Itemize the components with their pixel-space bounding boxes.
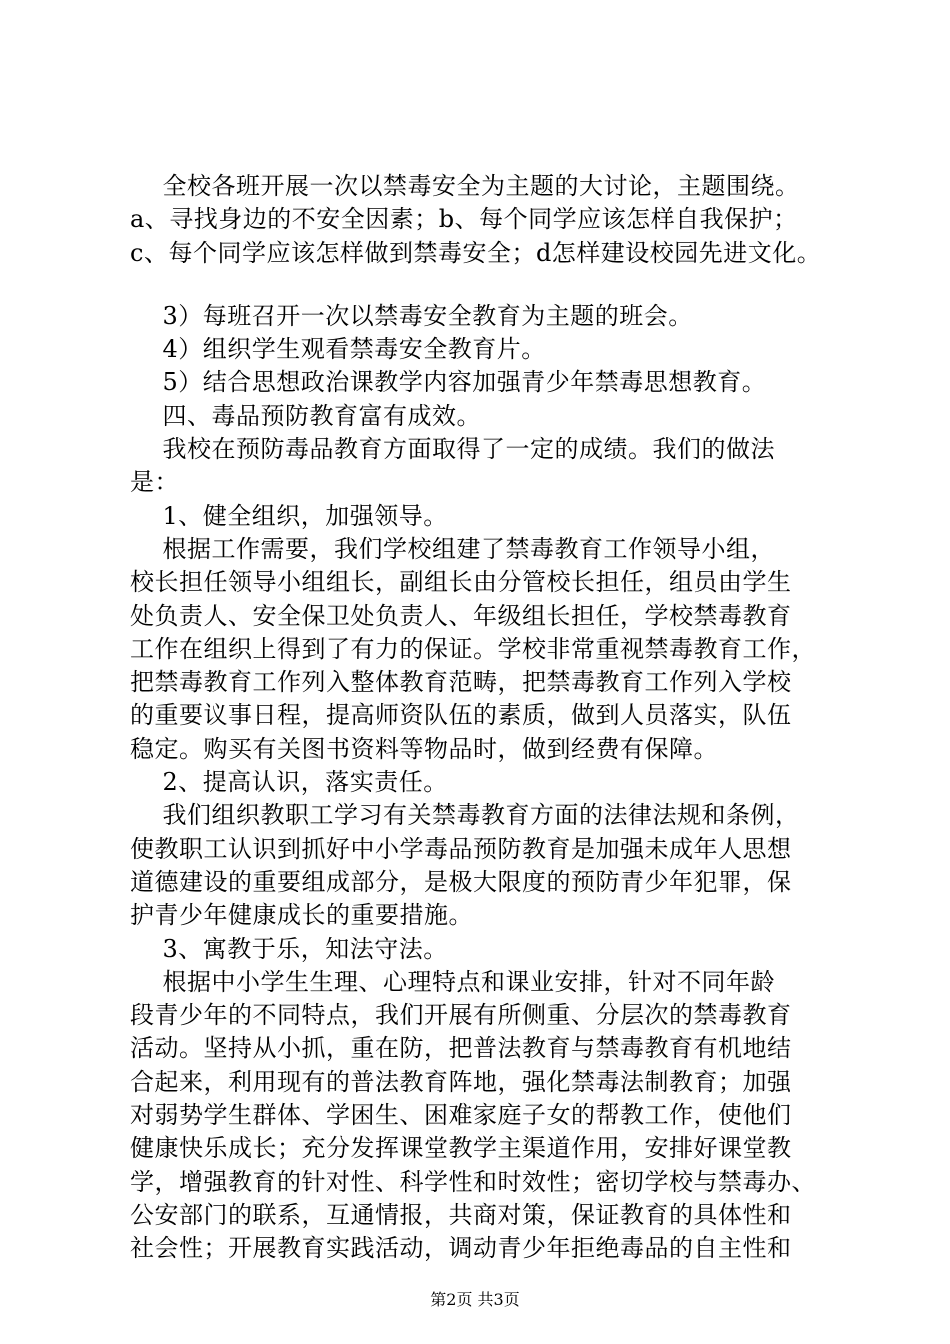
subsection-heading: 1、健全组织，加强领导。 [130, 501, 448, 530]
text-line: 我们组织教职工学习有关禁毒教育方面的法律法规和条例， [130, 801, 800, 830]
text-line: 全校各班开展一次以禁毒安全为主题的大讨论，主题围绕。 [130, 172, 800, 200]
text-line: 的重要议事日程，提高师资队伍的素质，做到人员落实，队伍 [130, 701, 792, 730]
document-body [130, 170, 830, 1266]
text-line: 根据工作需要，我们学校组建了禁毒教育工作领导小组， [130, 534, 776, 563]
text-line: 学，增强教育的针对性、科学性和时效性；密切学校与禁毒办、 [130, 1167, 816, 1196]
text-line: 3）每班召开一次以禁毒安全教育为主题的班会。 [130, 301, 693, 330]
text-line: 4）组织学生观看禁毒安全教育片。 [130, 335, 546, 364]
text-line: 使教职工认识到抓好中小学毒品预防教育是加强未成年人思想 [130, 834, 792, 863]
subsection-heading: 3、寓教于乐，知法守法。 [130, 934, 448, 963]
text-line: 稳定。购买有关图书资料等物品时，做到经费有保障。 [130, 734, 718, 763]
text-line: 道德建设的重要组成部分，是极大限度的预防青少年犯罪，保 [130, 867, 792, 896]
text-line: 处负责人、安全保卫处负责人、年级组长担任，学校禁毒教育 [130, 601, 792, 630]
text-line: 是： [130, 468, 179, 497]
text-line: 工作在组织上得到了有力的保证。学校非常重视禁毒教育工作， [130, 634, 816, 663]
text-line: 护青少年健康成长的重要措施。 [130, 901, 473, 930]
text-line: c、每个同学应该怎样做到禁毒安全；d怎样建设校园先进文化。 [130, 238, 822, 267]
text-line: 段青少年的不同特点，我们开展有所侧重、分层次的禁毒教育 [130, 1001, 792, 1030]
text-line: 活动。坚持从小抓，重在防，把普法教育与禁毒教育有机地结 [130, 1034, 792, 1063]
text-line: 合起来，利用现有的普法教育阵地，强化禁毒法制教育；加强 [130, 1067, 792, 1096]
text-line: 对弱势学生群体、学困生、困难家庭子女的帮教工作，使他们 [130, 1101, 792, 1130]
text-line: 校长担任领导小组组长，副组长由分管校长担任，组员由学生 [130, 568, 792, 597]
text-line: 5）结合思想政治课教学内容加强青少年禁毒思想教育。 [130, 368, 767, 397]
text-line: 我校在预防毒品教育方面取得了一定的成绩。我们的做法 [130, 435, 776, 464]
page-footer: 第2页 共3页 [430, 1290, 520, 1309]
subsection-heading: 2、提高认识，落实责任。 [130, 768, 448, 797]
text-line: a、寻找身边的不安全因素；b、每个同学应该怎样自我保护； [130, 205, 798, 234]
section-heading: 四、毒品预防教育富有成效。 [130, 401, 482, 430]
text-line: 把禁毒教育工作列入整体教育范畴，把禁毒教育工作列入学校 [130, 668, 792, 697]
text-line: 社会性；开展教育实践活动，调动青少年拒绝毒品的自主性和 [130, 1234, 792, 1263]
text-line: 公安部门的联系，互通情报，共商对策，保证教育的具体性和 [130, 1200, 792, 1229]
paragraph-gap [130, 270, 830, 300]
text-line: 根据中小学生生理、心理特点和课业安排，针对不同年龄 [130, 967, 776, 996]
text-line: 健康快乐成长；充分发挥课堂教学主渠道作用，安排好课堂教 [130, 1134, 792, 1163]
